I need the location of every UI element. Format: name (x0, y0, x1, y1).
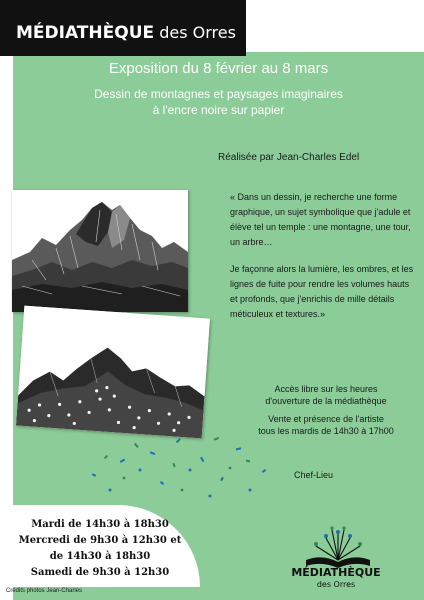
hours-line-4: Samedi de 9h30 à 12h30 (30, 567, 170, 578)
quote-paragraph-1: « Dans un dessin, je recherche une forme graphique, un sujet symbolique que j'adule et élève tel un temple : une montagne, une tour, un arbre… (230, 192, 411, 247)
header-banner (0, 0, 246, 56)
banner-title-strong: MÉDIATHÈQUE (16, 23, 155, 43)
exhibition-subtitle-line2: à l'encre noire sur papier (152, 103, 285, 117)
mountain-drawing-image (12, 190, 188, 312)
access-info-line2: d'ouverture de la médiathèque (265, 396, 387, 406)
location-label: Chef-Lieu (294, 470, 334, 480)
sale-info-line2: tous les mardis de 14h30 à 17h00 (258, 426, 394, 436)
hours-line-2: Mercredi de 9h30 à 12h30 et (18, 535, 182, 546)
patterned-hills-drawing-image (16, 306, 210, 439)
photo-credit: Crédits photos Jean-Charles (6, 588, 83, 594)
sale-info-line1: Vente et présence de l'artiste (268, 414, 384, 424)
artist-quote (230, 190, 418, 334)
exhibition-subtitle-line1: Dessin de montagnes et paysages imaginaires (94, 87, 343, 101)
logo-title: MÉDIATHÈQUE (291, 566, 381, 579)
access-info-line1: Accès libre sur les heures (274, 384, 378, 394)
exhibition-title: Exposition du 8 février au 8 mars (108, 60, 329, 77)
banner-title-light: des Orres (154, 23, 236, 42)
hours-line-1: Mardi de 14h30 à 18h30 (31, 519, 169, 530)
quote-paragraph-2: Je façonne alors la lumière, les ombres, et les lignes de fuite pour rendre les volumes hauts et profonds, que j'enrichis de mille détails méticuleux et textures.» (230, 264, 414, 319)
artist-credit: Réalisée par Jean-Charles Edel (218, 152, 360, 163)
banner-title (16, 23, 236, 43)
logo-subtitle: des Orres (316, 580, 356, 589)
hours-line-3: de 14h30 à 18h30 (49, 551, 151, 562)
